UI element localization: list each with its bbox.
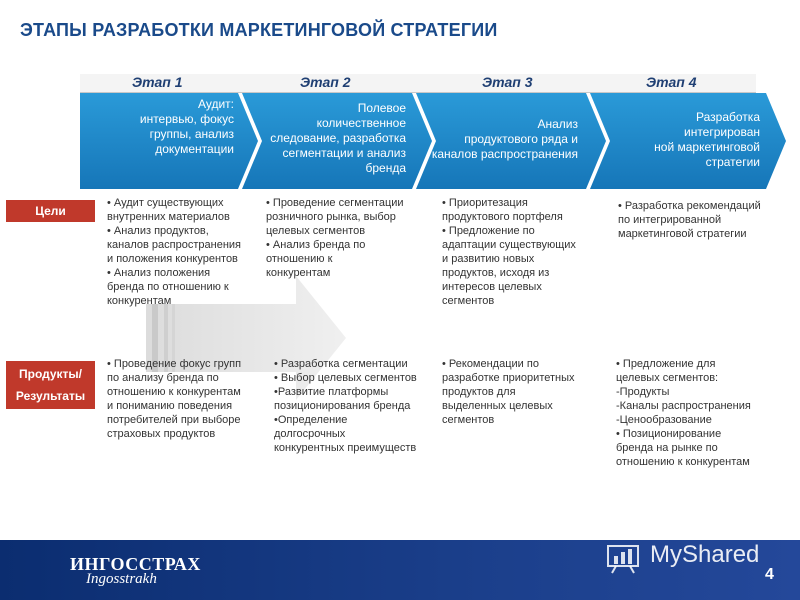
goals-stage-1 (107, 196, 267, 308)
list-item: • Анализ положения (107, 267, 211, 279)
page-title: ЭТАПЫ РАЗРАБОТКИ МАРКЕТИНГОВОЙ СТРАТЕГИИ (20, 20, 498, 40)
company-logo-subtitle: Ingosstrakh (86, 571, 157, 587)
list-item: •Определение (274, 414, 348, 426)
list-item: и положения конкурентов (107, 253, 238, 265)
list-item: продуктов для (442, 386, 516, 398)
stage-2-label: Этап 2 (300, 74, 351, 90)
list-item: по анализу бренда по (107, 372, 219, 384)
products-stage-1 (107, 357, 267, 441)
list-item: конкурентных преимуществ (274, 442, 417, 454)
list-item: интересов целевых (442, 281, 542, 293)
list-item: • Анализ продуктов, (107, 225, 209, 237)
list-item: • Аудит существующих (107, 197, 224, 209)
list-item: • Анализ бренда по (266, 239, 366, 251)
stage-2-text: Полевое количественное следование, разработка сегментации и анализ бренда (270, 101, 406, 175)
list-item: внутренних материалов (107, 211, 230, 223)
list-item: каналов распространения (107, 239, 241, 251)
list-item: адаптации существующих (442, 239, 576, 251)
list-item: сегментов (442, 295, 495, 307)
list-item: -Продукты (616, 386, 670, 398)
watermark: MyShared (650, 541, 760, 568)
list-item: продуктового портфеля (442, 211, 563, 223)
list-item: конкурентам (107, 295, 172, 307)
chart-icon (606, 540, 646, 574)
list-item: • Предложение по (442, 225, 535, 237)
list-item: продуктов, исходя из (442, 267, 550, 279)
products-stage-3 (442, 357, 602, 427)
stage-1-label: Этап 1 (132, 74, 183, 90)
products-stage-4 (616, 357, 792, 469)
list-item: долгосрочных (274, 428, 346, 440)
list-item: потребителей при выборе (107, 414, 241, 426)
list-item: • Разработка сегментации (274, 358, 408, 370)
list-item: • Разработка рекомендаций (618, 200, 761, 212)
list-item: отношению к конкурентам (107, 386, 241, 398)
stage-1-text: Аудит: интервью, фокус группы, анализ документации (139, 97, 234, 156)
list-item: • Позиционирование (616, 428, 722, 440)
list-item: • Предложение для (616, 358, 716, 370)
list-item: и развитию новых (442, 253, 535, 265)
list-item: • Рекомендации по (442, 358, 539, 370)
list-item: маркетинговой стратегии (618, 228, 747, 240)
list-item: целевых сегментов: (616, 372, 719, 384)
list-item: конкурентам (266, 267, 331, 279)
list-item: бренда по отношению к (107, 281, 229, 293)
list-item: • Выбор целевых сегментов (274, 372, 417, 384)
list-item: и пониманию поведения (107, 400, 233, 412)
list-item: целевых сегментов (266, 225, 366, 237)
list-item: -Каналы распространения (616, 400, 751, 412)
list-item: позиционирования бренда (274, 400, 411, 412)
list-item: •Развитие платформы (274, 386, 389, 398)
goals-stage-4 (618, 199, 788, 241)
list-item: розничного рынка, выбор (266, 211, 396, 223)
goals-stage-3 (442, 196, 602, 308)
page-number: 4 (765, 566, 774, 583)
list-item: разработке приоритетных (442, 372, 575, 384)
stage-3-text: Анализ продуктового ряда и каналов распространения (431, 117, 578, 161)
products-label: Продукты/ Результаты (6, 361, 95, 409)
products-stage-2 (274, 357, 439, 455)
list-item: страховых продуктов (107, 428, 216, 440)
list-item: бренда на рынке по (616, 442, 718, 454)
list-item: • Проведение фокус групп (107, 358, 242, 370)
list-item: • Приоритезация (442, 197, 528, 209)
list-item: отношению к (266, 253, 333, 265)
list-item: сегментов (442, 414, 495, 426)
goals-stage-2 (266, 196, 431, 280)
company-logo: ИНГОССТРАХ (70, 554, 201, 574)
list-item: выделенных целевых (442, 400, 553, 412)
list-item: по интегрированной (618, 214, 722, 226)
goals-label: Цели (6, 200, 95, 222)
stage-4-text: Разработка интегрирован ной маркетинговой стратегии (654, 110, 760, 169)
list-item: • Проведение сегментации (266, 197, 404, 209)
list-item: -Ценообразование (616, 414, 712, 426)
stage-3-label: Этап 3 (482, 74, 533, 90)
list-item: отношению к конкурентам (616, 456, 750, 468)
stage-4-label: Этап 4 (646, 74, 697, 90)
